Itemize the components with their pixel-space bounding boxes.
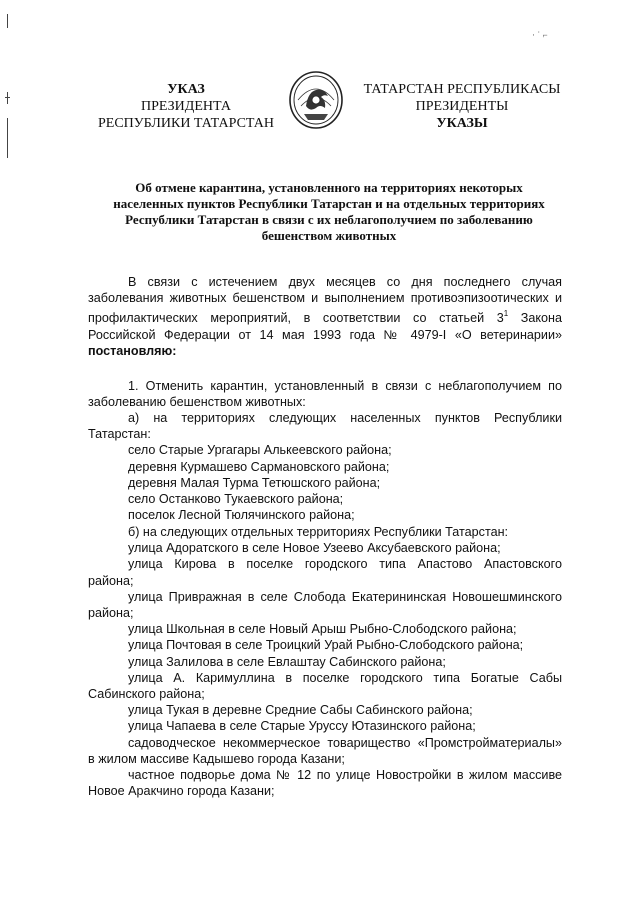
list-item-cont: Новое Аракчино города Казани; (88, 784, 275, 799)
header-left-line: ПРЕЗИДЕНТА (141, 99, 231, 114)
list-item: улица Залилова в селе Евлаштау Сабинского района; (128, 654, 446, 669)
text-line: Татарстан: (88, 427, 151, 442)
list-item: улица Кирова в поселке городского типа Апастово Апастовского (128, 557, 562, 572)
list-item-cont: в жилом массиве Кадышево города Казани; (88, 751, 345, 766)
text-line: а) на территориях следующих населенных пунктов Республики (128, 411, 562, 425)
header-right-line: ПРЕЗИДЕНТЫ (415, 99, 509, 114)
section-heading: б) на следующих отдельных территориях Республики Татарстан: (128, 525, 509, 539)
text-line: заболеванию бешенством животных: (88, 395, 306, 410)
list-item-cont: района; (88, 573, 134, 588)
list-item: поселок Лесной Тюлячинского района; (128, 508, 355, 523)
header-right-line: ТАТАРСТАН РЕСПУБЛИКАСЫ (363, 82, 561, 97)
title-line: населенных пунктов Республики Татарстан и на отдельных территориях (113, 196, 545, 211)
header-right-line: УКАЗЫ (436, 116, 488, 131)
item-1-paragraph (88, 378, 562, 410)
title-line: Об отмене карантина, установленного на территориях некоторых (135, 180, 523, 195)
title-line: бешенством животных (261, 228, 397, 243)
text-line: профилактических мероприятий, в соответствии со статьей $3^1$ Закона (88, 309, 563, 326)
list-item: улица Тукая в деревне Средние Сабы Сабинского района; (128, 703, 473, 718)
corner-marks: · ˙ ⌐ (532, 30, 548, 40)
superscript: 1 (503, 309, 509, 319)
list-item-cont: Сабинского района; (88, 687, 205, 702)
title-line: Республики Татарстан в связи с их неблагополучием по заболеванию (125, 212, 533, 227)
scan-artifact (7, 92, 8, 104)
scan-artifact (7, 118, 8, 158)
header-right (356, 81, 568, 132)
document-title (96, 180, 562, 244)
text-line: Российской Федерации от 14 мая 1993 года № 4979-I «О ветеринарии» (88, 327, 562, 342)
section-a (88, 410, 562, 523)
list-item: улица А. Каримуллина в поселке городского типа Богатые Сабы (128, 670, 562, 685)
text-line: 1. Отменить карантин, установленный в связи с неблагополучием по (128, 379, 562, 393)
header-left (84, 81, 288, 132)
list-item: улица Адоратского в селе Новое Узеево Аксубаевского района; (128, 541, 501, 556)
preamble-paragraph (88, 274, 562, 359)
list-item: улица Школьная в селе Новый Арыш Рыбно-Слободского района; (128, 622, 517, 637)
list-item: деревня Малая Турма Тетюшского района; (128, 475, 381, 490)
list-item: село Старые Ургагары Алькеевского района; (128, 443, 392, 458)
scan-artifact (7, 14, 8, 28)
header-left-line: РЕСПУБЛИКИ ТАТАРСТАН (97, 116, 274, 131)
list-item: улица Почтовая в селе Троицкий Урай Рыбно-Слободского района; (128, 638, 524, 653)
coat-of-arms-emblem (288, 70, 344, 130)
list-item-cont: района; (88, 606, 134, 621)
list-item: улица Чапаева в селе Старые Уруссу Ютазинского района; (128, 719, 476, 734)
scan-artifact (5, 97, 10, 98)
list-item: улица Привражная в селе Слобода Екатерининская Новошешминского (128, 589, 562, 604)
header-left-line: УКАЗ (167, 82, 205, 97)
list-item: частное подворье дома № 12 по улице Новостройки в жилом массиве (128, 768, 562, 783)
list-item: садоводческое некоммерческое товарищество «Промстройматериалы» (128, 735, 562, 750)
list-item: деревня Курмашево Сармановского района; (128, 459, 390, 474)
section-b (88, 524, 562, 799)
text-line: заболевания животных бешенством и выполнением противоэпизоотических и (88, 291, 562, 306)
text-line: В связи с истечением двух месяцев со дня последнего случая (128, 275, 562, 289)
decree-word: постановляю: (88, 343, 177, 358)
list-item: село Останково Тукаевского района; (128, 492, 344, 507)
